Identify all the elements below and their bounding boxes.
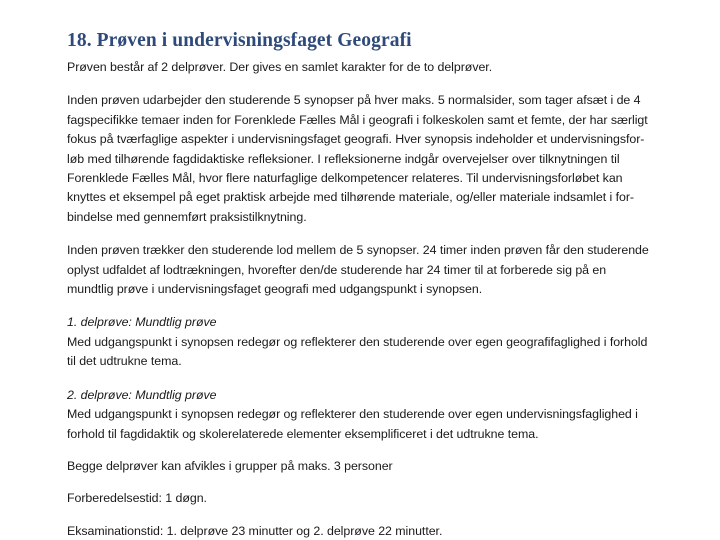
synopsis-line: knyttes et eksempel på eget praktisk arbejde med tilhørende materiale, og/eller materiale indsamlet i for- <box>67 190 635 205</box>
part2-heading: 2. delprøve: Mundtlig prøve <box>67 387 217 402</box>
part1-section <box>67 313 680 371</box>
synopsis-line: bindelse med gennemført praksistilknytning. <box>67 209 307 224</box>
intro-paragraph: Prøven består af 2 delprøver. Der gives en samlet karakter for de to delprøver. <box>67 60 493 74</box>
preparation-paragraph: Forberedelsestid: 1 døgn. <box>67 491 207 506</box>
synopsis-line: Forenklede Fælles Mål, hvor flere naturfaglige delkompetencer relateres. Til undervisningsforløbet kan <box>67 171 623 186</box>
part2-line: Med udgangspunkt i synopsen redegør og reflekterer den studerende over egen undervisningsfaglighed i <box>67 407 638 422</box>
part1-heading: 1. delprøve: Mundtlig prøve <box>67 315 217 330</box>
part2-line: forhold til fagdidaktik og skolerelaterede elementer eksemplificeret i det udtrukne tema. <box>67 426 539 441</box>
page-title: 18. Prøven i undervisningsfaget Geografi <box>67 30 412 51</box>
synopsis-line: fokus på tværfaglige aspekter i undervisningsfaget geografi. Hver synopsis indeholder et undervisningsfor- <box>67 132 645 147</box>
lottery-line: oplyst udfaldet af lodtrækningen, hvorefter den/de studerende har 24 timer til at forberede sig på en <box>67 262 607 277</box>
lottery-paragraph <box>67 241 680 299</box>
synopsis-line: Inden prøven udarbejder den studerende 5 synopser på hver maks. 5 normalsider, som tager afsæt i de 4 <box>67 93 641 108</box>
synopsis-paragraph <box>67 91 680 227</box>
lottery-line: Inden prøven trækker den studerende lod mellem de 5 synopser. 24 timer inden prøven får den studerende <box>67 243 649 258</box>
groups-paragraph: Begge delprøver kan afvikles i grupper på maks. 3 personer <box>67 458 393 473</box>
exam-time-paragraph: Eksaminationstid: 1. delprøve 23 minutter og 2. delprøve 22 minutter. <box>67 523 443 538</box>
part1-line: til det udtrukne tema. <box>67 354 182 369</box>
part1-line: Med udgangspunkt i synopsen redegør og reflekterer den studerende over egen geografifaglighed i forhold <box>67 334 648 349</box>
lottery-line: mundtlig prøve i undervisningsfaget geografi med udgangspunkt i synopsen. <box>67 282 483 297</box>
part2-section <box>67 386 680 444</box>
synopsis-line: fagspecifikke temaer inden for Forenklede Fælles Mål i geografi i folkeskolen samt et femte, der har særligt <box>67 112 648 127</box>
synopsis-line: løb med tilhørende fagdidaktiske refleksioner. I refleksionerne indgår overvejelser over tilknytningen til <box>67 151 620 166</box>
